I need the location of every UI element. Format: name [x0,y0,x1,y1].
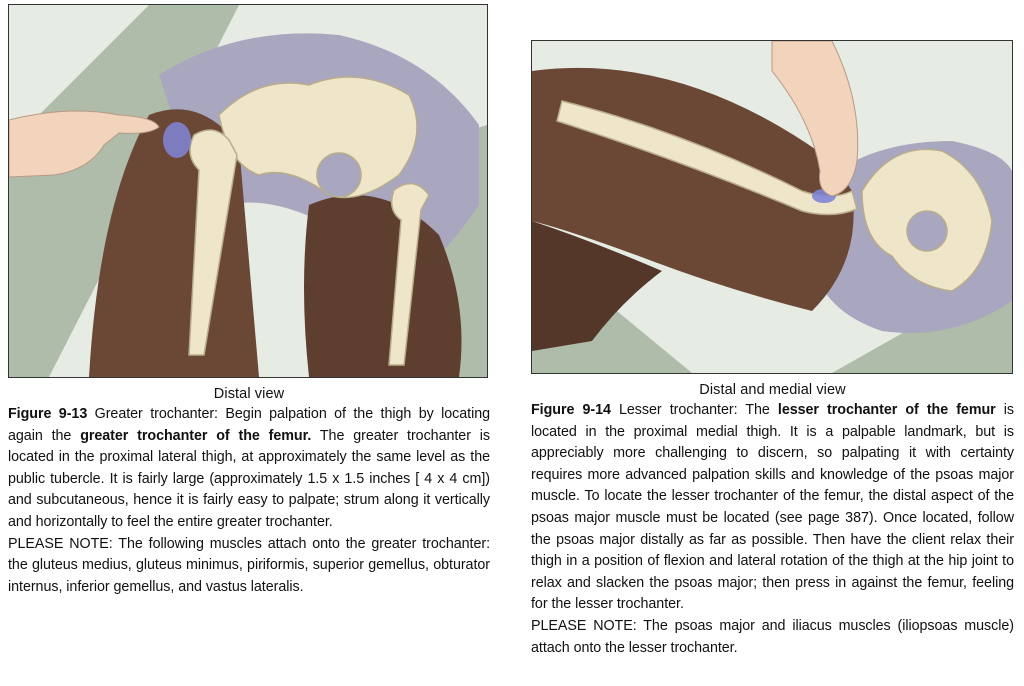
distal-medial-view-illustration [531,40,1013,374]
figure-number: Figure 9-13 [8,406,88,422]
note-label: PLEASE NOTE: [531,617,637,634]
caption-text: The greater trochanter is located in the proximal lateral thigh, at approximately the same level as the public tubercle. It is fairly large (approximately 1.5 x 1.5 inches [ 4 x 4 cm]) and subcutaneous, hence it is fairly easy to palpate; strum along it vertically and horizontally to feel the entire greater trochanter. [8,427,490,530]
caption-text: Lesser trochanter: The [610,402,778,418]
caption-text: is located in the proximal medial thigh. It is a palpable landmark, but is appreciably more challenging to discern, so palpating it with certainty requires more advanced palpation skills and knowledge of the psoas major muscle. To locate the lesser trochanter of the femur, the distal aspect of the psoas major muscle must be located (see page 387). Once located, follow the psoas major distally as far as possible. Then have the client relax their thigh in a position of flexion and lateral rotation of the thigh at the hip joint to relax and slacken the psoas major; then press in against the femur, feeling for the lesser trochanter. [531,402,1015,613]
please-note [8,534,490,599]
figure-caption [8,404,490,534]
figure-9-14 [531,40,1014,659]
view-label: Distal and medial view [699,382,846,398]
view-label: Distal view [213,386,285,402]
note-label: PLEASE NOTE: [8,535,113,552]
caption-text: Greater trochanter: Begin palpation of the thigh by locating again the [8,406,490,444]
figure-number: Figure 9-14 [531,402,611,418]
note-text: The following muscles attach onto the greater trochanter: the gluteus medius, gluteus minimus, piriformis, superior gemellus, obturator internus, inferior gemellus, and vastus lateralis. [8,535,490,595]
caption-emphasis: lesser trochanter of the femur [777,402,996,418]
figure-caption [531,400,1014,616]
caption-emphasis: greater trochanter of the femur. [80,427,312,444]
distal-view-illustration [8,4,488,378]
please-note [531,616,1014,659]
note-text: The psoas major and iliacus muscles (iliopsoas muscle) attach onto the lesser trochanter. [531,617,1014,656]
figure-9-13 [8,4,490,598]
